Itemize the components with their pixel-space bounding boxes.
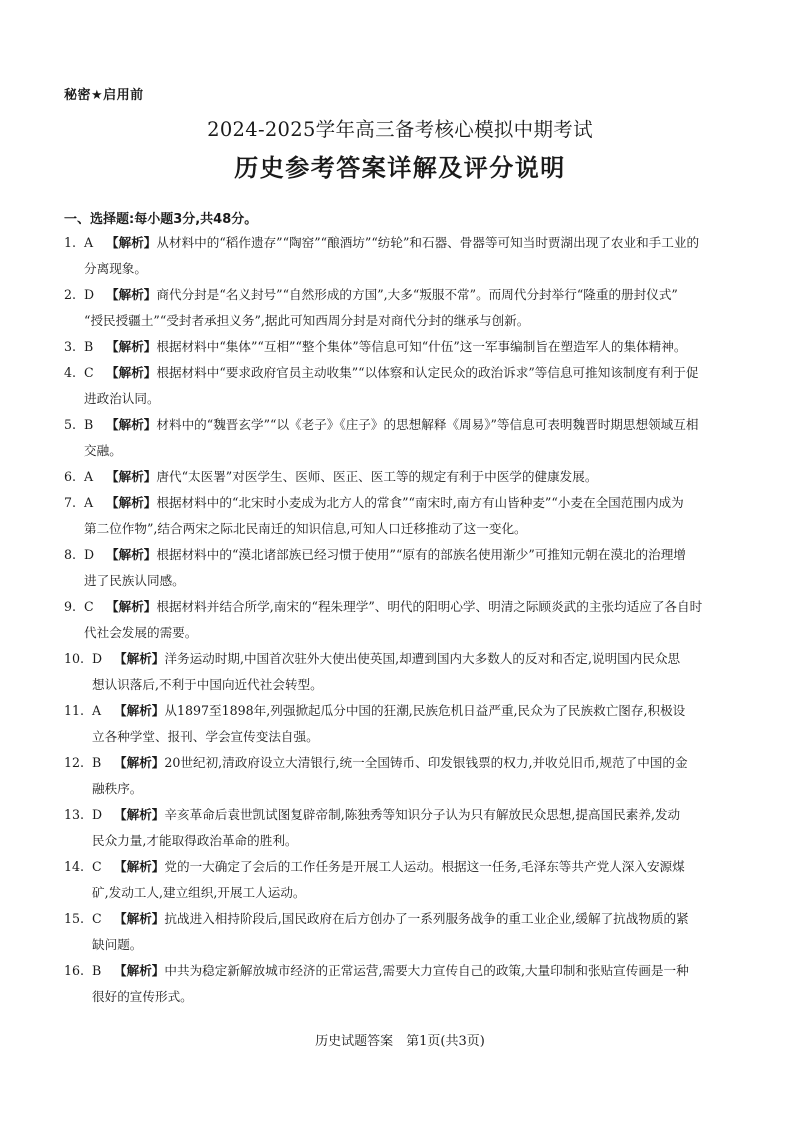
answer-item: 14. C 【解析】党的一大确定了会后的工作任务是开展工人运动。根据这一任务,毛泽东等共产党人深入安源煤 矿,发动工人,建立组织,开展工人运动。	[64, 859, 685, 900]
analysis-tag: 【解析】	[106, 599, 157, 614]
exam-title: 2024-2025学年高三备考核心模拟中期考试	[207, 118, 593, 141]
answer-item: 16. B 【解析】中共为稳定新解放城市经济的正常运营,需要大力宣传自己的政策,大量印制和张贴宣传画是一种 很好的宣传形式。	[64, 963, 689, 1004]
answer-item: 12. B 【解析】20世纪初,清政府设立大清银行,统一全国铸币、印发银钱票的权力,并收兑旧币,规范了中国的金 融秩序。	[64, 755, 688, 796]
answer-item: 9. C 【解析】根据材料并结合所学,南宋的“程朱理学”、明代的阳明心学、明清之际顾炎武的主张均适应了各自时 代社会发展的需要。	[64, 599, 703, 640]
answer-item: 5. B 【解析】材料中的“魏晋玄学”“以《老子》《庄子》的思想解释《周易》”等信息可表明魏晋时期思想领域互相 交融。	[64, 417, 699, 458]
analysis-tag: 【解析】	[114, 755, 165, 770]
analysis-tag: 【解析】	[106, 339, 157, 354]
answer-item: 7. A 【解析】根据材料中的“北宋时小麦成为北方人的常食”“南宋时,南方有山皆种麦”“小麦在全国范围内成为 第二位作物”,结合两宋之际北民南迁的知识信息,可知人口迁移推动了这一变化。	[64, 495, 684, 536]
analysis-tag: 【解析】	[106, 495, 157, 510]
confidential-label: 秘密★启用前	[64, 88, 144, 103]
analysis-tag: 【解析】	[106, 365, 157, 380]
analysis-tag: 【解析】	[114, 963, 165, 978]
analysis-tag: 【解析】	[114, 911, 165, 926]
answer-item: 15. C 【解析】抗战进入相持阶段后,国民政府在后方创办了一系列服务战争的重工业企业,缓解了抗战物质的紧 缺问题。	[64, 911, 689, 952]
answer-item: 3. B 【解析】根据材料中“集体”“互相”“整个集体”等信息可知“什伍”这一军事编制旨在塑造军人的集体精神。	[64, 339, 687, 354]
answer-item: 2. D 【解析】商代分封是“名义封号”“自然形成的方国”,大多“叛服不常”。而周代分封举行“隆重的册封仪式” “授民授疆土”“受封者承担义务”,据此可知西周分封是对商代分封的继承与创新。	[64, 287, 678, 328]
analysis-tag: 【解析】	[114, 703, 165, 718]
answer-item: 13. D 【解析】辛亥革命后袁世凯试图复辟帝制,陈独秀等知识分子认为只有解放民众思想,提高国民素养,发动 民众力量,才能取得政治革命的胜利。	[64, 807, 681, 848]
analysis-tag: 【解析】	[106, 235, 157, 250]
section-heading: 一、选择题:每小题3分,共48分。	[64, 212, 258, 227]
answer-item: 1. A 【解析】从材料中的“稻作遗存”“陶窑”“酿酒坊”“纺轮”和石器、骨器等可知当时贾湖出现了农业和手工业的 分离现象。	[64, 235, 700, 276]
analysis-tag: 【解析】	[114, 651, 165, 666]
answer-item: 8. D 【解析】根据材料中的“漠北诸部族已经习惯于使用”“原有的部族名使用渐少”可推知元朝在漠北的治理增 进了民族认同感。	[64, 547, 686, 588]
answer-item: 6. A 【解析】唐代“太医署”对医学生、医师、医正、医工等的规定有利于中医学的健康发展。	[64, 469, 598, 484]
page-footer: 历史试题答案 第1页(共3页)	[315, 1034, 485, 1049]
page-title: 历史参考答案详解及评分说明	[234, 154, 566, 182]
answer-item: 4. C 【解析】根据材料中“要求政府官员主动收集”“以体察和认定民众的政治诉求”等信息可推知该制度有利于促 进政治认同。	[64, 365, 699, 406]
analysis-tag: 【解析】	[114, 859, 165, 874]
answer-item: 11. A 【解析】从1897至1898年,列强掀起瓜分中国的狂潮,民族危机日益严重,民众为了民族救亡图存,积极设 立各种学堂、报刊、学会宣传变法自强。	[64, 703, 686, 744]
answer-item: 10. D 【解析】洋务运动时期,中国首次驻外大使出使英国,却遭到国内大多数人的反对和否定,说明国内民众思 想认识落后,不利于中国向近代社会转型。	[64, 651, 681, 692]
analysis-tag: 【解析】	[114, 807, 165, 822]
analysis-tag: 【解析】	[106, 547, 157, 562]
analysis-tag: 【解析】	[106, 469, 157, 484]
analysis-tag: 【解析】	[106, 287, 157, 302]
analysis-tag: 【解析】	[106, 417, 157, 432]
